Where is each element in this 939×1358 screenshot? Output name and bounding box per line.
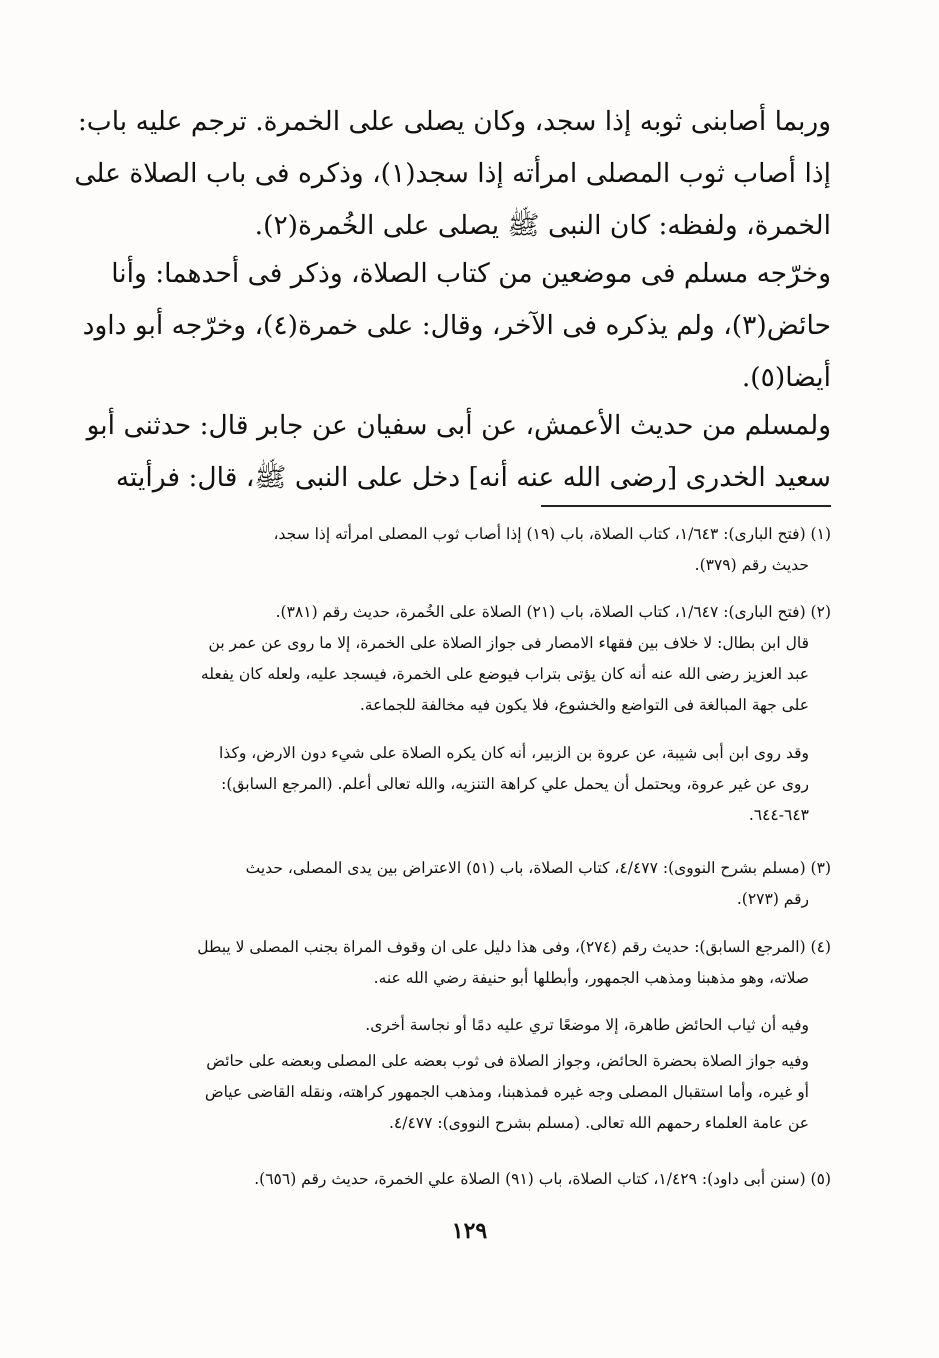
- footnote-line: عبد العزيز رضى الله عنه أنه كان يؤتى بتراب فيوضع على الخمرة، فيسجد عليه، ولعله كان يفعله: [200, 665, 809, 683]
- text-line: إذا أصاب ثوب المصلى امرأته إذا سجد(١)، وذكره فى باب الصلاة على: [74, 158, 831, 189]
- footnote-5: [101, 1164, 831, 1195]
- footnote-3: [101, 853, 831, 915]
- text-line: ولمسلم من حديث الأعمش، عن أبى سفيان عن جابر قال: حدثنى أبو: [86, 410, 831, 441]
- footnote-line: (٢) (فتح البارى): ١/٦٤٧، كتاب الصلاة، باب (٢١) الصلاة على الخُمرة، حديث رقم (٣٨١).: [275, 603, 831, 621]
- footnote-line: (٣) (مسلم بشرح النووى): ٤/٤٧٧، كتاب الصلاة، باب (٥١) الاعتراض بين يدى المصلى، حديث: [245, 859, 831, 877]
- footnote-line: (٥) (سنن أبى داود): ١/٤٢٩، كتاب الصلاة، باب (٩١) الصلاة علي الخمرة، حديث رقم (٦٥٦).: [254, 1170, 831, 1188]
- paragraph-2: [82, 248, 831, 404]
- footnote-line: حديث رقم (٣٧٩).: [694, 556, 809, 574]
- text-line: أيضا(٥).: [741, 362, 831, 393]
- footnote-line: روى عن غير عروة، ويحتمل أن يحمل علي كراهة التنزيه، والله تعالى أعلم. (المرجع السابق):: [221, 775, 809, 793]
- footnote-line: عن عامة العلماء رحمهم الله تعالى. (مسلم بشرح النووى): ٤/٤٧٧.: [388, 1114, 809, 1132]
- footnote-4-continued-2: [101, 1046, 831, 1139]
- footnote-line: رقم (٢٧٣).: [736, 890, 809, 908]
- footnote-line: قال ابن بطال: لا خلاف بين فقهاء الامصار فى جواز الصلاة على الخمرة، إلا ما روى عن عمر بن: [208, 634, 809, 652]
- footnote-line: صلاته، وهو مذهبنا ومذهب الجمهور، وأبطلها أبو حنيفة رضي الله عنه.: [373, 969, 809, 987]
- footnote-4: [101, 932, 831, 994]
- footnote-line: وقد روى ابن أبى شيبة، عن عروة بن الزبير، أنه كان يكره الصلاة على شيء دون الارض، وكذا: [219, 744, 809, 762]
- page-number: ١٢٩: [451, 1218, 488, 1244]
- text-line: سعيد الخدرى [رضى الله عنه أنه] دخل على النبى ﷺ، قال: فرأيته: [115, 462, 831, 493]
- text-line: وربما أصابنى ثوبه إذا سجد، وكان يصلى على الخمرة. ترجم عليه باب:: [77, 106, 831, 137]
- footnote-line: أو غيره، وأما استقبال المصلى وجه غيره فمذهبنا، ومذهب الجمهور كراهته، ونقله القاضى عياض: [204, 1083, 809, 1101]
- footnote-line: ٦٤٣-٦٤٤.: [748, 806, 809, 824]
- footnote-line: وفيه جواز الصلاة بحضرة الحائض، وجواز الصلاة فى ثوب بعضه على المصلى وبعضه على حائض: [206, 1052, 809, 1070]
- footnote-separator: [541, 505, 831, 507]
- footnote-2: [101, 597, 831, 721]
- text-line: الخمرة، ولفظه: كان النبى ﷺ يصلى على الخُمرة(٢).: [254, 210, 831, 241]
- footnote-2-continued: [101, 738, 831, 831]
- text-line: حائض(٣)، ولم يذكره فى الآخر، وقال: على خمرة(٤)، وخرّجه أبو داود: [82, 310, 831, 341]
- text-line: وخرّجه مسلم فى موضعين من كتاب الصلاة، وذكر فى أحدهما: وأنا: [111, 258, 831, 289]
- footnote-line: (٤) (المرجع السابق): حديث رقم (٢٧٤)، وفى هذا دليل على ان وقوف المراة بجنب المصلى لا يبطل: [197, 938, 831, 956]
- footnote-line: على جهة المبالغة فى التواضع والخشوع، فلا يكون فيه مخالفة للجماعة.: [359, 696, 809, 714]
- footnote-4-continued: [101, 1010, 831, 1041]
- paragraph-1: [74, 96, 831, 252]
- footnote-line: (١) (فتح البارى): ١/٦٤٣، كتاب الصلاة، باب (١٩) إذا أصاب ثوب المصلى امرأته إذا سجد،: [273, 525, 831, 543]
- footnote-1: [101, 519, 831, 581]
- paragraph-3: [86, 400, 831, 504]
- footnote-line: وفيه أن ثياب الحائض طاهرة، إلا موضعًا تري عليه دمًا أو نجاسة أخرى.: [365, 1016, 809, 1034]
